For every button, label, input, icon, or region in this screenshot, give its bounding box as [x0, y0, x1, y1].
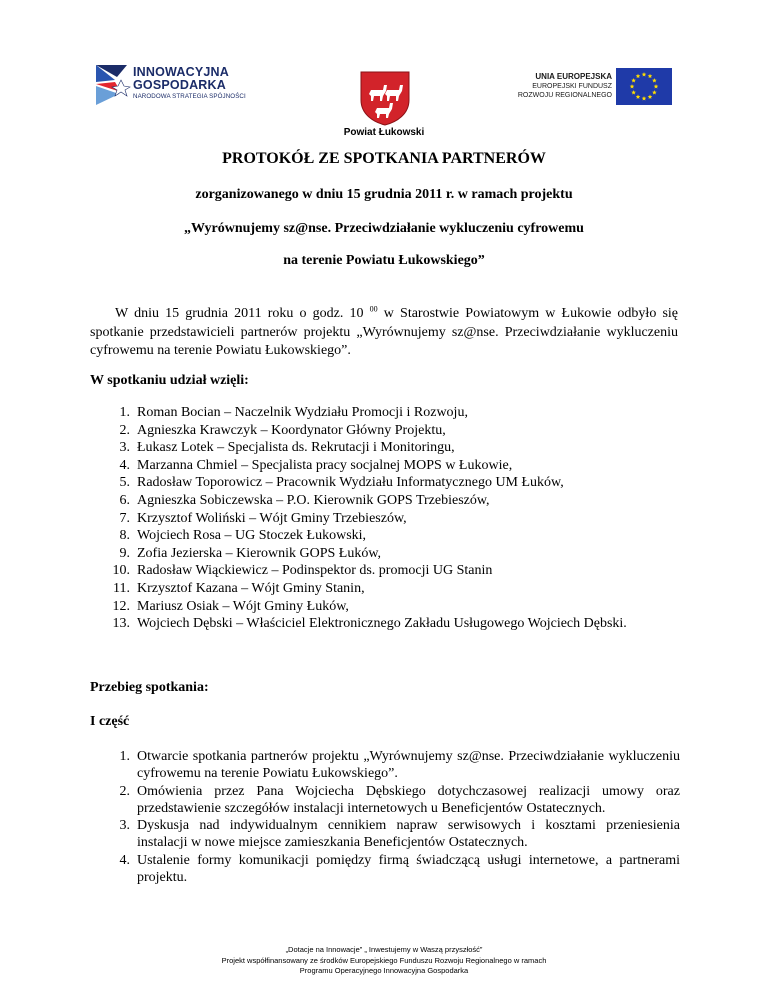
ig-logo-line3: NARODOWA STRATEGIA SPÓJNOŚCI — [133, 93, 246, 100]
participant-text: Agnieszka Sobiczewska – P.O. Kierownik GOPS Trzebieszów, — [137, 492, 490, 508]
participants-heading: W spotkaniu udział wzięli: — [90, 373, 249, 388]
list-item: 11. Krzysztof Kazana – Wójt Gminy Stanin, — [113, 580, 365, 596]
list-item: 2. Omówienia przez Pana Wojciecha Dębskiego dotychczasowej realizacji umowy oraz przedstawienie szczegółów instalacji internetowych u Beneficjentów Ostatecznych. — [119, 783, 680, 816]
innowacyjna-gospodarka-logo — [93, 62, 263, 108]
intro-text-a: W dniu 15 grudnia 2011 roku o godz. 10 — [115, 306, 364, 321]
agenda-list — [90, 748, 680, 886]
document-subtitle-3: na terenie Powiatu Łukowskiego” — [283, 253, 485, 268]
agenda-text: Otwarcie spotkania partnerów projektu „Wyrównujemy sz@nse. Przeciwdziałanie wykluczeniu cyfrowemu na terenie Powiatu Łukowskiego”. — [137, 749, 680, 782]
agenda-text: Omówienia przez Pana Wojciecha Dębskiego dotychczasowej realizacji umowy oraz przedstawienie szczegółów instalacji internetowych u Beneficjentów Ostatecznych. — [137, 783, 680, 816]
footer-line1: „Dotacje na Innowacje” „ Inwestujemy w Waszą przyszłość” — [285, 945, 483, 954]
course-heading: Przebieg spotkania: — [90, 680, 209, 695]
participant-text: Krzysztof Kazana – Wójt Gminy Stanin, — [137, 580, 365, 596]
list-item: 13. Wojciech Dębski – Właściciel Elektronicznego Zakładu Usługowego Wojciech Dębski. — [112, 616, 627, 632]
list-item: 1. Roman Bocian – Naczelnik Wydziału Promocji i Rozwoju, — [119, 405, 468, 420]
page-footer — [0, 945, 768, 977]
participant-text: Marzanna Chmiel – Specjalista pracy socjalnej MOPS w Łukowie, — [137, 457, 513, 473]
ig-logo-line2: GOSPODARKA — [133, 78, 226, 92]
document-subtitle-1: zorganizowanego w dniu 15 grudnia 2011 r. w ramach projektu — [195, 187, 573, 202]
eu-label-line1: UNIA EUROPEJSKA — [535, 72, 612, 81]
part-heading: I część — [90, 714, 130, 729]
eu-label-line3: ROZWOJU REGIONALNEGO — [517, 92, 612, 99]
list-item: 1. Otwarcie spotkania partnerów projektu „Wyrównujemy sz@nse. Przeciwdziałanie wykluczeniu cyfrowemu na terenie Powiatu Łukowskiego”. — [119, 749, 680, 782]
intro-paragraph — [90, 305, 678, 361]
list-item: 4. Marzanna Chmiel – Specjalista pracy socjalnej MOPS w Łukowie, — [119, 457, 513, 473]
intro-text-b: w Starostwie Powiatowym w Łukowie odbyło się spotkanie przedstawicieli partnerów projektu „Wyrównujemy sz@nse. Przeciwdziałanie wykluczeniu cyfrowemu na terenie Powiatu Łukowskiego”. — [90, 306, 679, 358]
list-item: 8. Wojciech Rosa – UG Stoczek Łukowski, — [119, 528, 367, 544]
list-item: 4. Ustalenie formy komunikacji pomiędzy firmą świadczącą usługi internetowe, a partnerami projektu. — [119, 852, 680, 886]
county-label: Powiat Łukowski — [343, 127, 425, 138]
participant-text: Krzysztof Woliński – Wójt Gminy Trzebieszów, — [137, 510, 407, 526]
list-item: 7. Krzysztof Woliński – Wójt Gminy Trzebieszów, — [119, 510, 407, 526]
list-item: 6. Agnieszka Sobiczewska – P.O. Kierownik GOPS Trzebieszów, — [119, 492, 490, 508]
list-item: 9. Zofia Jezierska – Kierownik GOPS Łuków, — [119, 545, 382, 561]
participant-text: Roman Bocian – Naczelnik Wydziału Promocji i Rozwoju, — [137, 405, 468, 420]
list-item: 10. Radosław Wiąckiewicz – Podinspektor ds. promocji UG Stanin — [112, 563, 493, 579]
agenda-text: Dyskusja nad indywidualnym cennikiem napraw serwisowych i kosztami przeniesienia instalacji w nowe miejsce zamieszkania Beneficjentów Ostatecznych. — [137, 818, 680, 851]
document-subtitle-2: „Wyrównujemy sz@nse. Przeciwdziałanie wykluczeniu cyfrowemu — [184, 221, 584, 236]
participants-list — [90, 404, 680, 633]
footer-line3: Programu Operacyjnego Innowacyjna Gospodarka — [299, 966, 469, 975]
participant-text: Radosław Wiąckiewicz – Podinspektor ds. promocji UG Stanin — [137, 563, 493, 579]
list-item: 5. Radosław Toporowicz – Pracownik Wydziału Informatycznego UM Łuków, — [119, 475, 564, 491]
list-item: 2. Agnieszka Krawczyk – Koordynator Główny Projektu, — [119, 422, 446, 438]
eu-label-line2: EUROPEJSKI FUNDUSZ — [532, 83, 612, 90]
eu-fund-label — [480, 72, 612, 100]
participant-text: Wojciech Dębski – Właściciel Elektronicznego Zakładu Usługowego Wojciech Dębski. — [137, 616, 627, 632]
participant-text: Łukasz Lotek – Specjalista ds. Rekrutacji i Monitoringu, — [137, 440, 455, 456]
intro-time-sup: 00 — [369, 304, 378, 314]
document-title: PROTOKÓŁ ZE SPOTKANIA PARTNERÓW — [222, 150, 546, 167]
list-item: 3. Łukasz Lotek – Specjalista ds. Rekrutacji i Monitoringu, — [119, 440, 455, 456]
ig-logo-mark-icon — [93, 62, 133, 108]
eu-flag-icon — [616, 68, 672, 105]
participant-text: Wojciech Rosa – UG Stoczek Łukowski, — [137, 528, 367, 544]
participant-text: Mariusz Osiak – Wójt Gminy Łuków, — [137, 598, 349, 614]
agenda-text: Ustalenie formy komunikacji pomiędzy firmą świadczącą usługi internetowe, a partnerami projektu. — [137, 852, 680, 886]
participant-text: Zofia Jezierska – Kierownik GOPS Łuków, — [137, 545, 382, 561]
ig-logo-line1: INNOWACYJNA — [133, 65, 229, 79]
participant-text: Agnieszka Krawczyk – Koordynator Główny Projektu, — [137, 422, 446, 438]
footer-line2: Projekt współfinansowany ze środków Europejskiego Funduszu Rozwoju Regionalnego w ramach — [221, 955, 547, 965]
list-item: 12. Mariusz Osiak – Wójt Gminy Łuków, — [112, 598, 349, 614]
list-item: 3. Dyskusja nad indywidualnym cennikiem napraw serwisowych i kosztami przeniesienia instalacji w nowe miejsce zamieszkania Beneficjentów Ostatecznych. — [119, 818, 680, 851]
participant-text: Radosław Toporowicz – Pracownik Wydziału Informatycznego UM Łuków, — [137, 475, 564, 491]
coat-of-arms-icon — [357, 70, 413, 126]
